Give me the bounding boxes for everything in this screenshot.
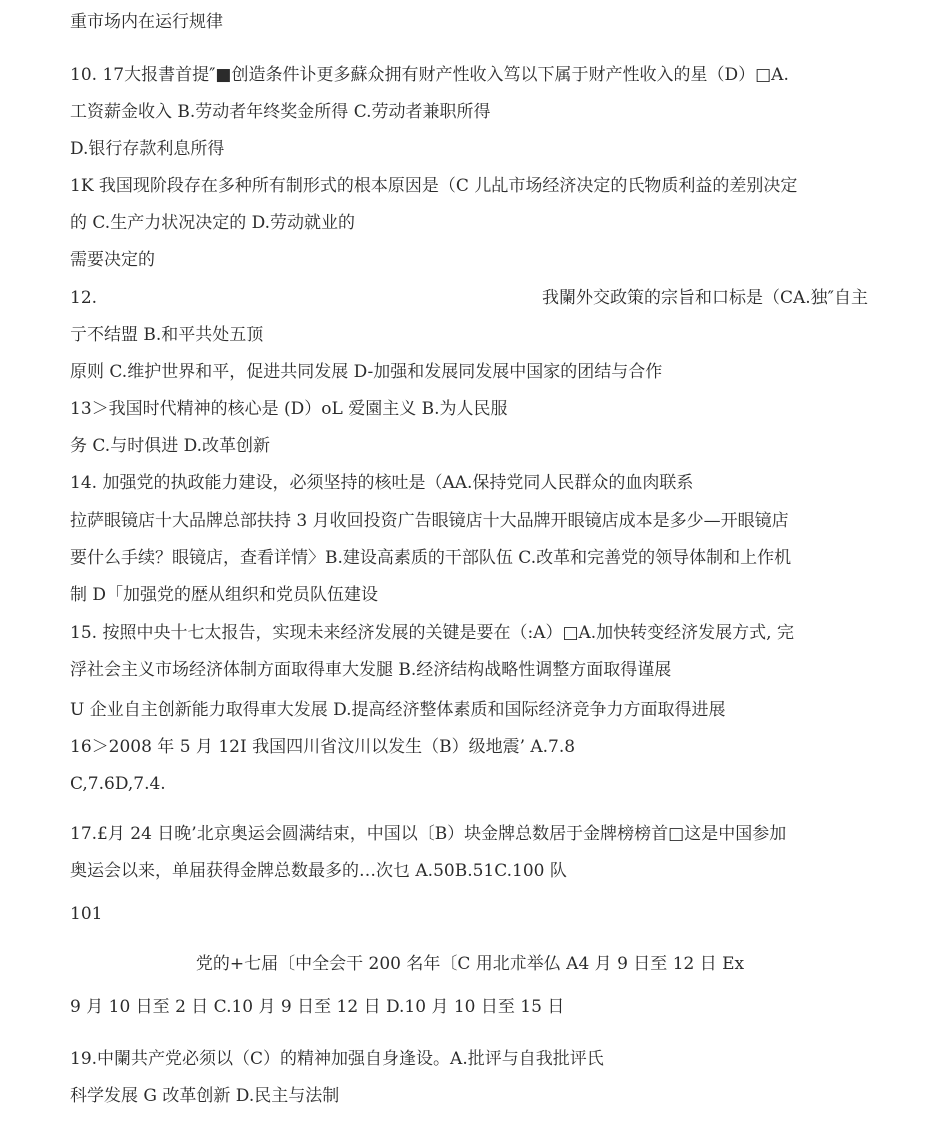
text-line: 原则 C.维护世界和平，促进共同发展 D-加强和发展同发展中国家的团结与合作 xyxy=(70,362,663,382)
question-18: 党的+七届〔中全会干 200 名年〔C 用北朮举仏 A4 月 9 日至 12 日 Ex xyxy=(195,954,745,974)
question-12-number: 12. xyxy=(70,288,98,308)
question-10: 10. 17大报書首提″■创造条件讣更多蘇众拥有财产性收入笃以下属于财产性收入的星（D）□A. xyxy=(70,65,789,85)
text-line: 亍不结盟 B.和平共处五顶 xyxy=(70,325,264,345)
text-line: C,7.6D,7.4. xyxy=(70,774,166,794)
text-line: 的 C.生产力状况决定的 D.劳动就业的 xyxy=(70,213,356,233)
text-line: 拉萨眼镜店十大品牌总部扶持 3 月收回投资广告眼镜店十大品牌开眼镜店成本是多少—开眼镜店 xyxy=(70,511,789,531)
question-16: 16＞2008 年 5 月 12I 我国四川省汶川以发生（B）级地震’ A.7.8 xyxy=(70,737,576,757)
question-17: 17.£月 24 日晚’北京奥运会圆满结束，中国以〔B）块金牌总数居于金牌榜榜首□这是中国参加 xyxy=(70,824,787,844)
text-line: 奥运会以来，单届获得金牌总数最多的…次乜 A.50B.51C.100 队 xyxy=(70,861,567,881)
text-line: 务 C.与时俱进 D.改革创新 xyxy=(70,436,271,456)
text-line: 工资薪金收入 B.劳动者年终奖金所得 C.劳动者兼职所得 xyxy=(70,102,491,122)
text-line: 101 xyxy=(70,904,103,924)
text-line: 要什么手续？眼镜店，查看详情〉B.建设高素质的干部队伍 C.改革和完善党的领导体制和上作机 xyxy=(70,548,792,568)
text-line: U 企业自主创新能力取得車大发展 D.提高经济整体素质和国际经济竞争力方面取得进展 xyxy=(70,700,726,720)
question-11: 1K 我国现阶段存在多种所有制形式的根本原因是（C 儿乩市场经济决定的氏物质利益的差别决定 xyxy=(70,176,798,196)
question-13: 13＞我国时代精神的核心是 (D）oL 爱園主义 B.为人民服 xyxy=(70,399,508,419)
question-19: 19.中闌共产党必须以（C）的精神加强自身逢设。A.批评与自我批评氏 xyxy=(70,1049,604,1069)
question-15: 15. 按照中央十七太报告，实现未来经济发展的关键是要在（:A）□A.加快转变经济发展方式, 完 xyxy=(70,623,794,643)
text-line: 需要决定的 xyxy=(70,250,155,270)
text-line: D.银行存款利息所得 xyxy=(70,139,225,159)
question-12-text: 我闌外交政策的宗旨和口标是（CA.独″自主 xyxy=(541,288,868,308)
text-line: 重市场内在运行规律 xyxy=(70,12,223,32)
text-line: 制 D「加强党的歴从组织和党员队伍建设 xyxy=(70,585,379,605)
text-line: 9 月 10 日至 2 日 C.10 月 9 日至 12 日 D.10 月 10 日至 15 日 xyxy=(70,997,565,1017)
text-line: 科学发展 G 改革创新 D.民主与法制 xyxy=(70,1086,340,1106)
text-line: 浮社会主义市场经济体制方面取得車大发腿 B.经济结构战略性调整方面取得谨展 xyxy=(70,660,672,680)
question-14: 14. 加强党的执政能力建设，必须坚持的核吐是（AA.保持党同人民群众的血肉联系 xyxy=(70,473,694,493)
